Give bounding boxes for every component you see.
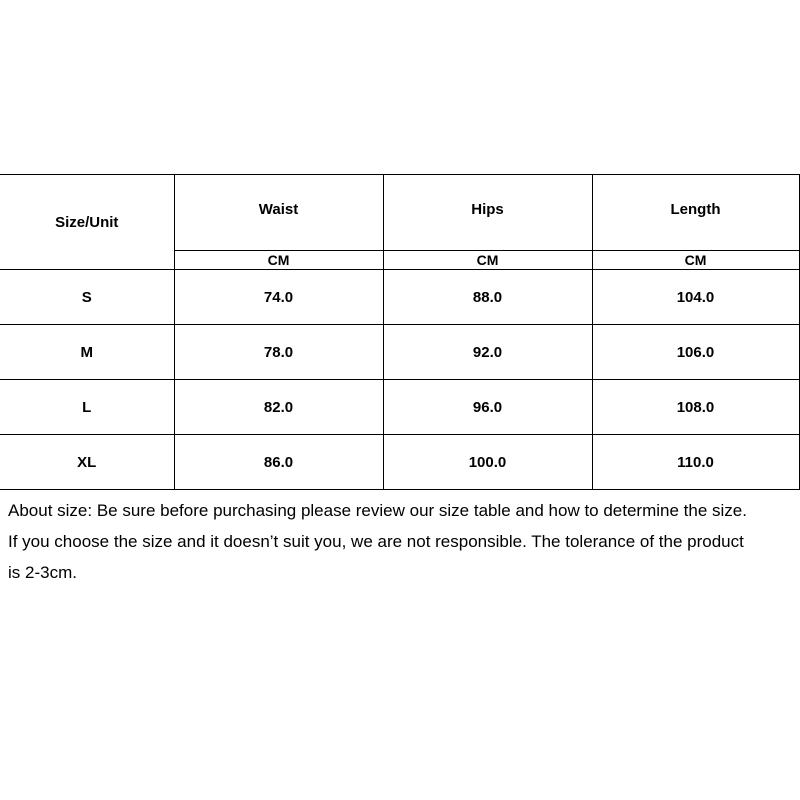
table-header-row	[0, 175, 799, 251]
size-unit-header: Size/Unit	[0, 175, 174, 270]
size-table	[0, 174, 800, 490]
waist-cell: 74.0	[174, 270, 383, 325]
size-note-line: If you choose the size and it doesn’t suit you, we are not responsible. The tolerance of the product	[8, 532, 744, 551]
table-row	[0, 380, 799, 435]
length-cell: 104.0	[592, 270, 799, 325]
length-cell: 110.0	[592, 435, 799, 490]
waist-header: Waist	[174, 175, 383, 251]
size-cell: L	[0, 380, 174, 435]
waist-cell: 86.0	[174, 435, 383, 490]
size-cell: S	[0, 270, 174, 325]
hips-cell: 96.0	[383, 380, 592, 435]
waist-unit: CM	[174, 251, 383, 270]
length-unit: CM	[592, 251, 799, 270]
length-header: Length	[592, 175, 799, 251]
hips-cell: 88.0	[383, 270, 592, 325]
size-cell: M	[0, 325, 174, 380]
size-note-line: About size: Be sure before purchasing please review our size table and how to determine the size.	[8, 501, 747, 520]
size-cell: XL	[0, 435, 174, 490]
hips-header: Hips	[383, 175, 592, 251]
waist-cell: 82.0	[174, 380, 383, 435]
size-note	[8, 495, 796, 588]
table-row	[0, 325, 799, 380]
size-note-line: is 2-3cm.	[8, 563, 77, 582]
hips-unit: CM	[383, 251, 592, 270]
length-cell: 108.0	[592, 380, 799, 435]
table-row	[0, 270, 799, 325]
table-row	[0, 435, 799, 490]
hips-cell: 92.0	[383, 325, 592, 380]
waist-cell: 78.0	[174, 325, 383, 380]
hips-cell: 100.0	[383, 435, 592, 490]
length-cell: 106.0	[592, 325, 799, 380]
